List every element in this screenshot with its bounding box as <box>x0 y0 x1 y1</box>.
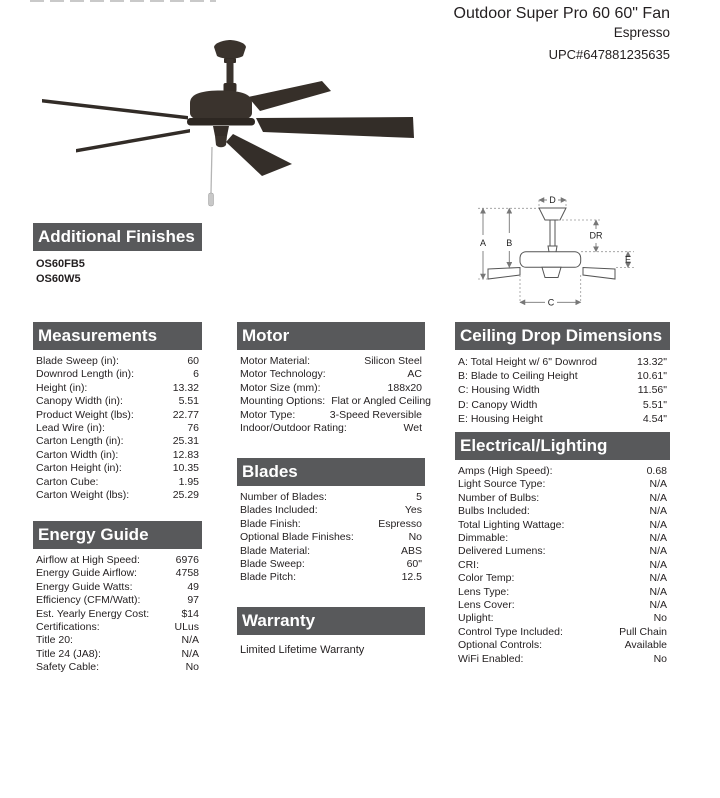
spec-label: Carton Length (in): <box>36 435 124 448</box>
spec-label: Light Source Type: <box>458 478 546 491</box>
spec-label: Delivered Lumens: <box>458 545 546 558</box>
spec-row <box>36 554 199 567</box>
spec-row <box>36 422 199 435</box>
spec-row <box>240 355 422 368</box>
spec-label: Optional Controls: <box>458 639 543 652</box>
spec-value: 60" <box>406 558 422 571</box>
spec-row <box>458 545 667 558</box>
section-header: Electrical/Lighting <box>455 432 670 460</box>
spec-label: Title 24 (JA8): <box>36 647 101 660</box>
spec-value: No <box>653 652 667 665</box>
spec-value: ABS <box>400 544 422 557</box>
spec-row <box>36 489 199 502</box>
section-header: Ceiling Drop Dimensions <box>455 322 670 350</box>
product-title: Outdoor Super Pro 60 60" Fan <box>453 5 670 22</box>
spec-label: Dimmable: <box>458 532 509 545</box>
section-energy-guide <box>33 521 202 675</box>
spec-value: 12.5 <box>401 571 422 584</box>
spec-label: Canopy Width (in): <box>36 395 123 408</box>
spec-row <box>240 491 422 504</box>
spec-label: D: Canopy Width <box>458 398 538 411</box>
spec-row <box>458 505 667 518</box>
spec-row <box>36 567 199 580</box>
spec-row <box>36 621 199 634</box>
spec-label: Carton Width (in): <box>36 448 119 461</box>
spec-value: 25.29 <box>172 489 199 502</box>
spec-value: N/A <box>649 585 667 598</box>
spec-row <box>240 368 422 381</box>
spec-label: Blade Finish: <box>240 517 301 530</box>
section-header: Additional Finishes <box>33 223 202 251</box>
section-blades <box>237 458 425 585</box>
spec-value: 49 <box>187 580 199 593</box>
spec-rows <box>237 491 425 585</box>
spec-value: N/A <box>649 545 667 558</box>
diagram-label-dr: DR <box>589 230 603 241</box>
spec-value: 5.51" <box>642 398 667 411</box>
spec-label: Control Type Included: <box>458 625 563 638</box>
spec-row <box>36 449 199 462</box>
spec-label: Blade Sweep (in): <box>36 355 119 367</box>
spec-value: N/A <box>181 647 199 660</box>
spec-row <box>458 492 667 505</box>
spec-row <box>458 355 667 369</box>
spec-value: N/A <box>649 505 667 518</box>
spec-value: 60 <box>187 355 199 367</box>
spec-label: WiFi Enabled: <box>458 652 524 665</box>
spec-value: 4.54" <box>642 412 667 425</box>
warranty-text: Limited Lifetime Warranty <box>240 644 365 656</box>
spec-label: Height (in): <box>36 381 88 394</box>
diagram-label-e: E <box>624 254 632 265</box>
section-measurements <box>33 322 202 502</box>
spec-row <box>36 435 199 448</box>
spec-row <box>36 648 199 661</box>
spec-label: Bulbs Included: <box>458 505 530 518</box>
spec-rows <box>33 355 202 502</box>
spec-label: Efficiency (CFM/Watt): <box>36 594 141 607</box>
spec-label: Lead Wire (in): <box>36 422 105 435</box>
spec-row <box>36 382 199 395</box>
spec-label: Downrod Length (in): <box>36 368 135 381</box>
spec-value: 3-Speed Reversible <box>329 408 422 421</box>
section-header: Blades <box>237 458 425 486</box>
spec-value: ULus <box>174 621 199 634</box>
spec-label: Total Lighting Wattage: <box>458 518 565 531</box>
spec-row <box>36 634 199 647</box>
spec-row <box>240 382 422 395</box>
spec-value: 0.68 <box>646 465 667 477</box>
spec-value: Available <box>624 639 667 652</box>
spec-label: B: Blade to Ceiling Height <box>458 370 578 383</box>
spec-row <box>36 462 199 475</box>
spec-label: Blades Included: <box>240 504 318 517</box>
spec-row <box>458 383 667 397</box>
spec-row <box>458 532 667 545</box>
spec-label: Motor Material: <box>240 355 311 367</box>
spec-label: Product Weight (lbs): <box>36 408 134 421</box>
spec-row <box>240 571 422 584</box>
spec-label: Motor Size (mm): <box>240 381 321 394</box>
spec-row <box>36 594 199 607</box>
spec-value: AC <box>407 368 422 381</box>
spec-label: Blade Sweep: <box>240 558 305 571</box>
spec-label: Certifications: <box>36 621 100 634</box>
spec-row <box>240 545 422 558</box>
spec-label: Carton Cube: <box>36 475 99 488</box>
spec-row <box>36 368 199 381</box>
spec-row <box>458 369 667 383</box>
spec-row <box>240 422 422 435</box>
spec-row <box>36 476 199 489</box>
fan-product-image <box>30 35 430 225</box>
spec-label: A: Total Height w/ 6" Downrod <box>458 356 597 368</box>
spec-label: Airflow at High Speed: <box>36 554 140 566</box>
section-header: Measurements <box>33 322 202 350</box>
spec-label: Amps (High Speed): <box>458 465 553 477</box>
spec-value: No <box>408 531 422 544</box>
spec-value: 25.31 <box>172 435 199 448</box>
spec-value: $14 <box>181 607 199 620</box>
spec-row <box>458 572 667 585</box>
spec-row <box>458 612 667 625</box>
section-ceiling-drop-dimensions <box>455 322 670 426</box>
spec-value: N/A <box>181 634 199 647</box>
spec-value: 13.32" <box>636 356 667 368</box>
spec-row <box>458 639 667 652</box>
spec-row <box>458 559 667 572</box>
spec-value: N/A <box>649 572 667 585</box>
spec-label: Uplight: <box>458 612 494 625</box>
section-header: Energy Guide <box>33 521 202 549</box>
product-header <box>454 3 670 63</box>
spec-label: C: Housing Width <box>458 384 540 397</box>
spec-rows <box>237 355 432 435</box>
spec-row <box>36 661 199 674</box>
spec-label: Est. Yearly Energy Cost: <box>36 607 150 620</box>
spec-value: N/A <box>649 532 667 545</box>
spec-row <box>36 581 199 594</box>
spec-value: N/A <box>649 558 667 571</box>
spec-rows <box>455 355 670 426</box>
spec-label: Color Temp: <box>458 572 515 585</box>
spec-value: Silicon Steel <box>364 355 422 367</box>
diagram-label-a: A <box>479 238 487 248</box>
spec-row <box>458 519 667 532</box>
spec-row <box>36 409 199 422</box>
spec-label: Carton Weight (lbs): <box>36 489 130 502</box>
spec-row <box>240 558 422 571</box>
spec-value: 10.35 <box>172 462 199 475</box>
spec-row <box>36 355 199 368</box>
spec-value: 22.77 <box>172 408 199 421</box>
spec-value: 6976 <box>175 554 199 566</box>
spec-value: Wet <box>403 422 422 435</box>
spec-value: 4758 <box>175 567 199 580</box>
spec-row <box>240 518 422 531</box>
spec-row <box>458 586 667 599</box>
spec-value: 12.83 <box>172 448 199 461</box>
spec-row <box>240 504 422 517</box>
spec-row <box>458 599 667 612</box>
diagram-label-b: B <box>506 238 513 248</box>
spec-label: Number of Bulbs: <box>458 491 540 504</box>
spec-rows <box>33 554 202 675</box>
spec-label: Carton Height (in): <box>36 462 122 475</box>
product-finish: Espresso <box>613 25 670 40</box>
section-electrical-lighting <box>455 432 670 666</box>
spec-label: E: Housing Height <box>458 412 543 425</box>
spec-value: N/A <box>649 478 667 491</box>
spec-row <box>458 478 667 491</box>
spec-value: 76 <box>187 422 199 435</box>
spec-label: Motor Technology: <box>240 368 326 381</box>
spec-value: No <box>653 612 667 625</box>
spec-label: Indoor/Outdoor Rating: <box>240 422 347 435</box>
finish-code: OS60W5 <box>36 273 81 285</box>
finish-code: OS60FB5 <box>36 258 85 270</box>
spec-row <box>458 653 667 666</box>
spec-value: 11.56" <box>637 384 667 397</box>
spec-label: Lens Cover: <box>458 599 515 612</box>
spec-label: CRI: <box>458 558 479 571</box>
spec-value: No <box>185 661 199 674</box>
spec-row <box>458 412 667 426</box>
spec-value: N/A <box>649 491 667 504</box>
spec-label: Energy Guide Airflow: <box>36 567 137 580</box>
spec-value: Flat or Angled Ceiling <box>331 395 432 408</box>
spec-value: Yes <box>404 504 422 517</box>
spec-label: Motor Type: <box>240 408 296 421</box>
section-motor <box>237 322 432 435</box>
section-warranty <box>237 607 425 656</box>
section-additional-finishes <box>33 223 202 287</box>
diagram-label-c: C <box>547 297 555 308</box>
spec-value: 10.61" <box>636 370 667 383</box>
spec-label: Blade Pitch: <box>240 571 297 584</box>
spec-rows <box>455 465 670 666</box>
spec-row <box>240 409 422 422</box>
spec-row <box>240 395 432 408</box>
spec-value: 5 <box>416 491 422 503</box>
finish-list <box>33 257 202 287</box>
section-header: Motor <box>237 322 425 350</box>
section-header: Warranty <box>237 607 425 635</box>
spec-label: Blade Material: <box>240 544 311 557</box>
spec-label: Optional Blade Finishes: <box>240 531 354 544</box>
spec-value: Pull Chain <box>619 625 667 638</box>
spec-row <box>458 398 667 412</box>
spec-value: N/A <box>649 599 667 612</box>
spec-row <box>36 608 199 621</box>
spec-row <box>240 531 422 544</box>
spec-value: 97 <box>187 594 199 607</box>
product-upc: UPC#647881235635 <box>548 47 670 62</box>
spec-label: Mounting Options: <box>240 395 326 408</box>
spec-row <box>458 465 667 478</box>
spec-label: Lens Type: <box>458 585 510 598</box>
spec-value: 5.51 <box>178 395 199 408</box>
spec-label: Safety Cable: <box>36 661 100 674</box>
spec-row <box>458 626 667 639</box>
spec-value: Espresso <box>378 517 422 530</box>
diagram-label-d: D <box>549 195 556 205</box>
fan-dimension-diagram <box>460 185 660 315</box>
spec-label: Title 20: <box>36 634 73 647</box>
spec-row <box>36 395 199 408</box>
spec-value: 6 <box>193 368 199 381</box>
top-edge-crop-artifact <box>30 0 216 2</box>
spec-value: N/A <box>649 518 667 531</box>
spec-value: 188x20 <box>387 381 422 394</box>
spec-label: Number of Blades: <box>240 491 327 503</box>
spec-label: Energy Guide Watts: <box>36 580 133 593</box>
spec-value: 1.95 <box>178 475 199 488</box>
spec-value: 13.32 <box>172 381 199 394</box>
